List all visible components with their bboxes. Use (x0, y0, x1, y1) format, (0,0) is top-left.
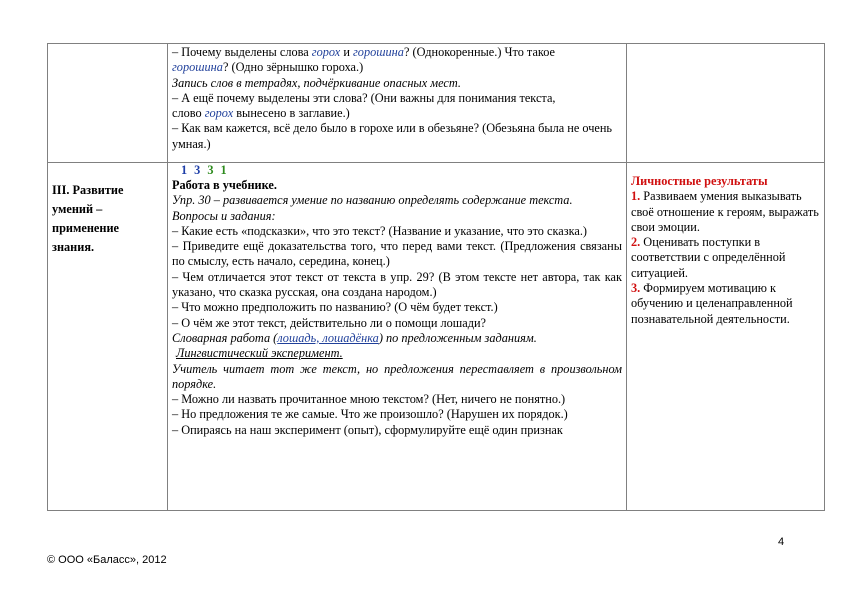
assessment-numbers (168, 163, 626, 177)
text: – Почему выделены слова (172, 45, 312, 59)
text-line: Упр. 30 – развивается умение по названию определять содержание текста. (172, 193, 573, 208)
page-number: 4 (778, 536, 785, 548)
content-cell (168, 44, 627, 163)
highlight-word: горошина (353, 45, 404, 59)
stage-title: III. Развитие умений – применение знания. (52, 183, 124, 254)
lesson-table (47, 43, 825, 511)
result-text: Оценивать поступки в соответствии с определённой ситуацией. (631, 235, 786, 280)
result-item (631, 189, 820, 235)
result-text: Формируем мотивацию к обучению и целенаправленной познавательной деятельности. (631, 281, 793, 326)
result-text: Развиваем умения выказывать своё отношение к героям, выражать свои эмоции. (631, 189, 819, 234)
text-line: – Как вам кажется, всё дело было в горохе или в обезьяне? (Обезьяна была не очень умная.) (172, 121, 613, 151)
highlight-word: лошадь, лошадёнка (277, 330, 379, 345)
text-line (172, 106, 622, 121)
text-line: – А ещё почему выделены эти слова? (Они важны для понимания текста, (172, 90, 556, 105)
text-line: Вопросы и задания: (172, 208, 276, 223)
text-line (172, 45, 622, 60)
text-line: – Приведите ещё доказательства того, что перед вами текст. (Предложения связаны по смыслу, есть начало, середина, конец.) (172, 239, 622, 269)
number-mark: 3 (207, 163, 214, 177)
text-line (172, 60, 622, 75)
highlight-word: горох (311, 45, 341, 59)
text: вынесено в заглавие.) (233, 106, 350, 121)
text-line: – Чем отличается этот текст от текста в упр. 29? (В этом тексте нет автора, так как указано, что сказка русская, она создана народом.) (172, 269, 622, 300)
content-cell (168, 163, 627, 511)
text-line: – Но предложения те же самые. Что же произошло? (Нарушен их порядок.) (172, 407, 568, 422)
text-line: – Можно ли назвать прочитанное мною текстом? (Нет, ничего не понятно.) (172, 392, 566, 407)
text-line: – О чём же этот текст, действительно ли о помощи лошади? (172, 315, 486, 330)
section-heading: Работа в учебнике. (172, 178, 277, 192)
result-number: 2. (631, 235, 641, 250)
text: Словарная работа ( (172, 330, 278, 345)
copyright-footer: © ООО «Баласс», 2012 (47, 554, 167, 566)
results-heading: Личностные результаты (631, 174, 768, 188)
result-number: 3. (631, 281, 641, 296)
text-line: Лингвистический эксперимент. (176, 346, 343, 361)
highlight-word: горошина (172, 60, 223, 75)
text-line: – Какие есть «подсказки», что это текст? (Название и указание, что это сказка.) (172, 223, 588, 238)
result-item (631, 235, 820, 281)
results-cell (627, 163, 825, 511)
text-line: Запись слов в тетрадях, подчёркивание опасных мест. (172, 75, 461, 90)
text: ) по предложенным заданиям. (378, 330, 537, 345)
text-line (172, 331, 622, 346)
text: ? (Одно зёрнышко гороха.) (222, 60, 364, 75)
stage-cell-empty (48, 44, 168, 163)
result-number: 1. (631, 189, 641, 204)
text-line: – Опираясь на наш эксперимент (опыт), сформулируйте ещё один признак (172, 422, 563, 437)
text-line: – Что можно предположить по названию? (О чём будет текст.) (172, 300, 498, 315)
results-cell-empty (627, 44, 825, 163)
text: и (340, 45, 353, 59)
table-row (48, 163, 825, 511)
number-mark: 1 (220, 163, 227, 177)
highlight-word: горох (204, 106, 234, 121)
text: слово (172, 106, 205, 121)
text: ? (Однокоренные.) Что такое (403, 45, 556, 59)
number-mark: 1 (181, 163, 188, 177)
number-mark: 3 (194, 163, 201, 177)
stage-cell (48, 163, 168, 511)
result-item (631, 281, 820, 327)
text-line: Учитель читает тот же текст, но предложения переставляет в произвольном порядке. (172, 361, 622, 391)
table-row (48, 44, 825, 163)
